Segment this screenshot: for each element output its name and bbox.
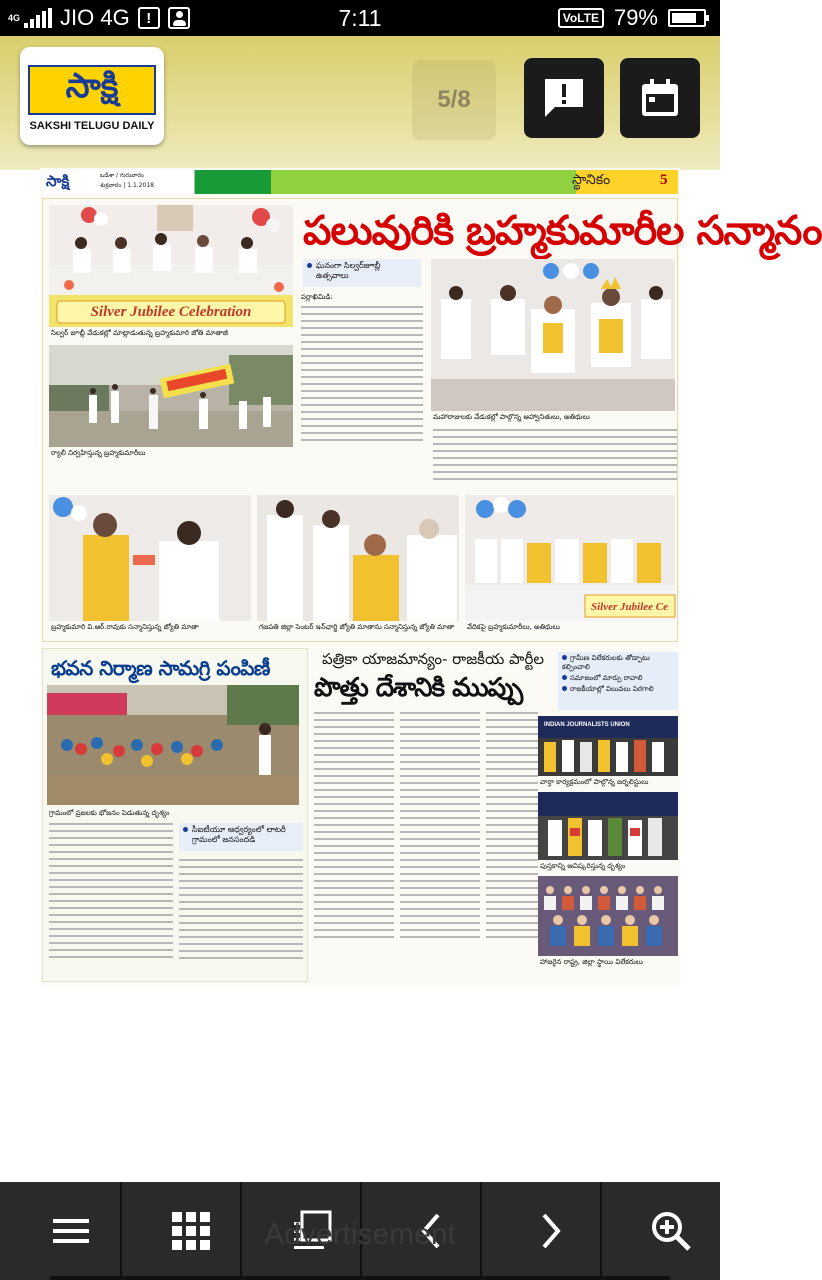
page-masthead [42,170,678,194]
story2-headline: భవన నిర్మాణ సామగ్రి పంపిణీ [51,656,270,680]
status-bar [0,0,720,36]
calendar-icon [638,76,682,120]
union-banner: INDIAN JOURNALISTS UNION [544,722,630,728]
svg-text:Silver Jubilee Ce: Silver Jubilee Ce [591,601,668,613]
carrier-label: JIO 4G [60,5,130,30]
bullet-dot [307,263,312,268]
silver-jubilee-banner: Silver Jubilee Celebration [90,304,252,320]
battery-percent: 79% [613,5,658,30]
story3-body-col1 [314,712,394,980]
sakshi-logo[interactable] [20,47,164,145]
story1-summary-box [303,259,421,287]
felicitation-photo-2 [257,495,459,621]
story-press-politics [312,648,678,982]
audience-photo-art [538,876,678,956]
felicitation-photo-1 [49,495,251,621]
clock: 7:11 [338,5,382,31]
section-title: స్థానికం [572,172,611,188]
story2-body-col2 [179,859,303,979]
journalists-stage-photo-art [538,716,678,776]
summary-line-2: ఉత్సవాలు [316,271,349,280]
report-button[interactable] [524,58,604,138]
story3-headline: పొత్తు దేశానికి ముప్పు [314,673,523,703]
story2-summary-line-2: గ్రామంలో జనసందడి [192,835,256,844]
caption-rally: ర్యాలీ నిర్వహిస్తున్న బ్రహ్మకుమారీలు [51,449,146,457]
stage-guests-photo [465,495,675,621]
summary-line-1: ఘనంగా సిల్వర్‌జూబ్లీ [316,261,381,270]
newspaper-page[interactable] [40,168,822,985]
masthead-edition [100,171,154,191]
story3-highlights [558,652,678,710]
felicitation-photo-2-art [257,495,459,621]
ceremony-photo [431,259,675,411]
highlight-item: గ్రామీణ విలేకరులకు తోడ్పాటు కల్పించాలి [562,654,650,671]
page-indicator[interactable]: 5/8 [412,60,496,140]
story2-summary-box [179,823,303,851]
calendar-button[interactable] [620,58,700,138]
story1-body-col1 [301,293,423,453]
caption-book-release: పుస్తకాన్ని ఆవిష్కరిస్తున్న దృశ్యం [540,862,626,870]
caption-stage: సిల్వర్ జూబ్లీ వేడుకల్లో మాట్లాడుతున్న బ్రహ్మకుమారి జోతి మాతాజీ [51,329,228,337]
audience-photo [538,876,678,956]
story2-body-col1 [49,823,173,979]
masthead-logo: సాక్షి [46,172,70,190]
felicitation-photo-1-art [49,495,251,621]
story-building-material [42,648,308,982]
highlight-item: రాజకీయాల్లో విలువలు పెరగాలి [562,685,674,694]
story2-summary-line-1: సీఐటీయూ ఆధ్వర్యంలో లాటరీ [192,825,286,834]
volte-badge: VoLTE [558,8,604,28]
caption-stage-guests: వేదికపై బ్రహ్మకుమారీలు, అతిథులు [467,623,560,631]
caption-ceremony: మహారాజులకు వేడుకల్లో పాల్గొన్న ఆహ్వానితులు, అతిథులు [433,413,590,421]
stage-guests-photo-art [465,495,675,621]
ceremony-photo-art [431,259,675,411]
book-release-photo-art [538,792,678,860]
story1-dateline: పర్లాఖిమిడి: [301,293,333,301]
rally-photo-art [49,345,293,447]
warning-icon: ! [138,7,160,29]
app-header [0,36,720,170]
story3-body-col2 [400,712,480,980]
caption-distribution: గ్రామంలో ప్రజలకు భోజనం పెడుతున్న దృశ్యం [49,809,170,817]
journalists-stage-photo [538,716,678,776]
story1-body-col2 [433,429,677,489]
report-icon [539,73,589,123]
caption-felicitation-1: బ్రహ్మకుమారి వి.ఆర్.రావుకు సన్మానిస్తున్న జ్యోతి మాతా [51,623,199,631]
ad-border [50,1276,670,1280]
stage-photo-art [49,205,293,327]
status-right [558,5,706,31]
network-type: 4G [8,12,21,23]
story3-kicker: పత్రికా యాజమాన్యం- రాజకీయ పార్టీల [322,650,545,668]
story3-body-col3 [486,712,538,980]
rally-photo [49,345,293,447]
story-brahmakumaris [42,198,822,642]
caption-audience: హాజరైన రాష్ట్ర, జిల్లా స్థాయి విలేకరులు [540,958,643,966]
logo-text: సాక్షి [65,66,119,106]
bullet-dot [183,827,188,832]
distribution-photo-art [47,685,299,805]
caption-journalists: వార్తా కార్యక్రమంలో పాల్గొన్న జర్నలిస్టులు [540,778,649,786]
logo-subtitle: SAKSHI TELUGU DAILY [29,120,155,132]
edition-line-2: శుక్రవారం | 1.1.2018 [100,182,154,189]
battery-icon [668,9,706,27]
distribution-photo [47,685,299,805]
book-release-photo [538,792,678,860]
edition-line-1: ఒడిశా / గురువారం [100,172,145,179]
story1-headline: పలువురికి బ్రహ్మకుమారీల సన్మానం [303,208,822,254]
page-number: 5 [660,172,668,188]
caption-felicitation-2: గజపతి జిల్లా సెంటర్ ఇన్‌ఛార్జి జ్యోతి మాతాను సన్మానిస్తున్న జ్యోతి మాతా [259,623,455,631]
stage-photo [49,205,293,327]
highlight-item: సమాజంలో మార్పు రావాలి [562,674,674,683]
logo-mark [28,65,156,115]
advertisement-label: Advertisement [264,1218,456,1251]
